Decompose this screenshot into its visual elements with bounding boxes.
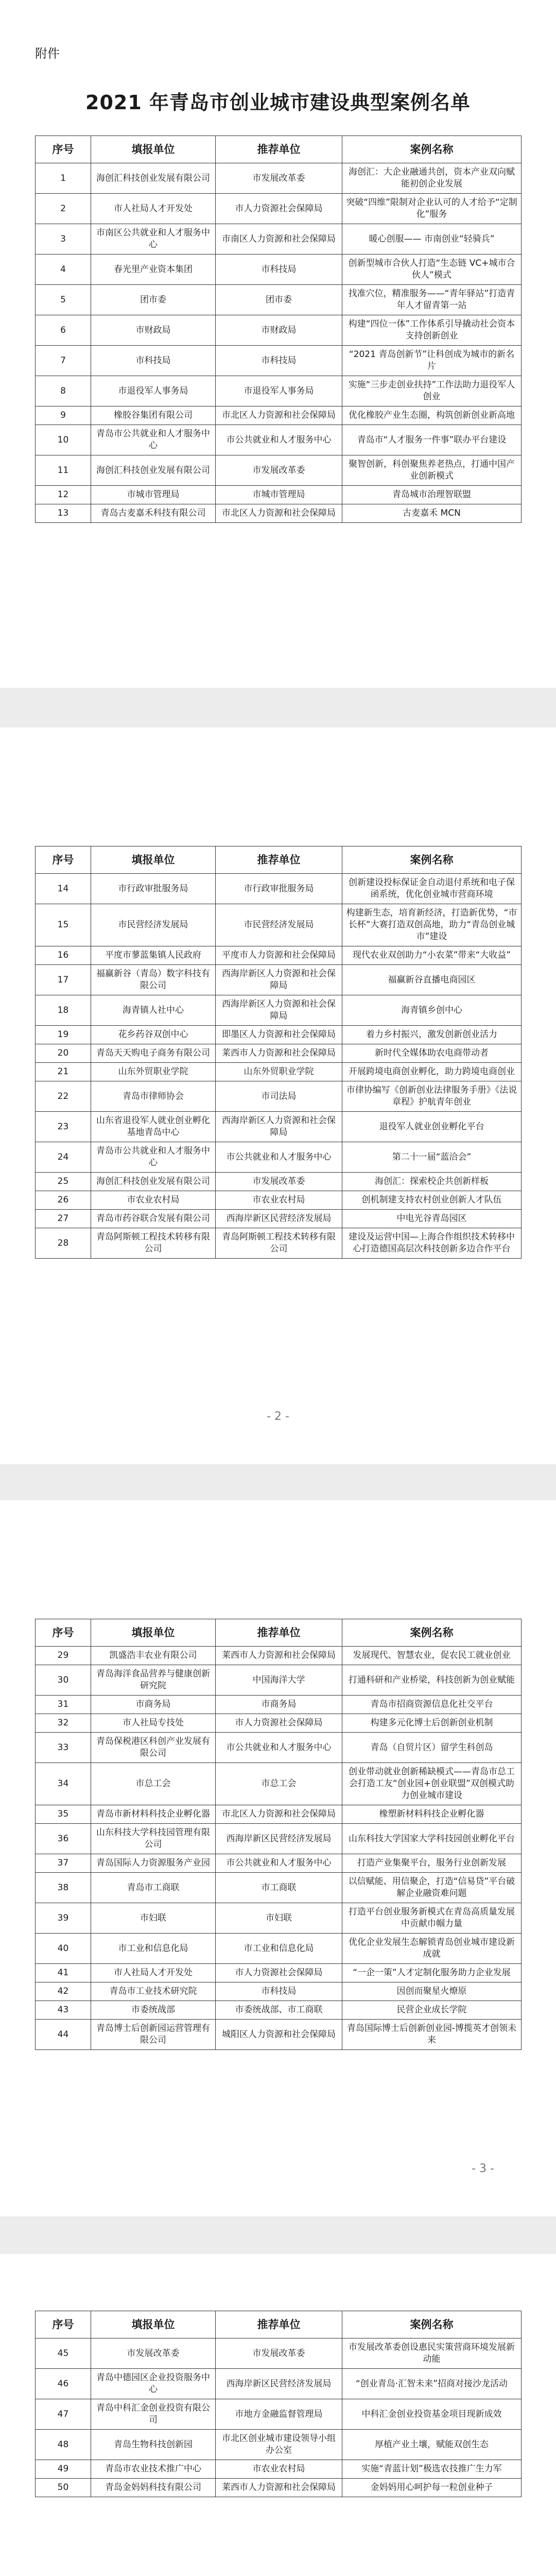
cell-recommend: 市财政局 — [216, 315, 342, 346]
cell-no: 26 — [36, 1191, 91, 1210]
cell-unit: 山东外贸职业学院 — [91, 1063, 216, 1081]
cell-no: 11 — [36, 455, 91, 486]
table-row — [36, 1982, 522, 2001]
cell-no: 20 — [36, 1044, 91, 1063]
cell-unit: 青岛市律师协会 — [91, 1081, 216, 1112]
header-unit: 填报单位 — [91, 1619, 216, 1647]
cell-no: 40 — [36, 1934, 91, 1964]
document-page-3 — [0, 1500, 556, 2216]
cell-recommend: 西海岸新区民营经济发展局 — [216, 1210, 342, 1228]
cell-case: 创新型城市合伙人打造“生态链 VC+城市合伙人”模式 — [342, 255, 522, 285]
cell-case: 退役军人就业创业孵化平台 — [342, 1112, 522, 1142]
cell-no: 5 — [36, 285, 91, 315]
cell-unit: 青岛市工业技术研究院 — [91, 1982, 216, 2001]
header-case: 案例名称 — [342, 846, 522, 874]
table-row — [36, 2338, 522, 2369]
cell-case: 青岛（自贸片区）留学生科创岛 — [342, 1733, 522, 1763]
cell-case: 创新建设投标保证金自动退付系统和电子保函系统，优化创业城市营商环境 — [342, 874, 522, 904]
cell-unit: 市工业和信息化局 — [91, 1934, 216, 1964]
cell-no: 7 — [36, 346, 91, 376]
cell-unit: 市农业农村局 — [91, 1191, 216, 1210]
cell-no: 50 — [36, 2479, 91, 2497]
cell-unit: 青岛国际人力资源服务产业园 — [91, 1854, 216, 1873]
cell-no: 38 — [36, 1873, 91, 1903]
table-row — [36, 486, 522, 504]
cell-recommend: 即墨区人力资源和社会保障局 — [216, 1026, 342, 1044]
cell-unit: 市退役军人事务局 — [91, 376, 216, 406]
table-row — [36, 376, 522, 406]
cell-unit: 凯盛浩丰农业有限公司 — [91, 1647, 216, 1665]
cell-recommend: 市工业和信息化局 — [216, 1934, 342, 1964]
header-case: 案例名称 — [342, 136, 522, 163]
cell-recommend: 中国海洋大学 — [216, 1665, 342, 1696]
header-unit: 填报单位 — [91, 846, 216, 874]
attachment-label: 附件 — [35, 46, 60, 61]
cell-no: 22 — [36, 1081, 91, 1112]
cell-no: 14 — [36, 874, 91, 904]
cell-no: 43 — [36, 2001, 91, 2020]
case-table — [35, 2311, 522, 2497]
cell-recommend: 市发展改革委 — [216, 455, 342, 486]
cell-no: 27 — [36, 1210, 91, 1228]
cell-recommend: 市科技局 — [216, 255, 342, 285]
cell-recommend: 市公共就业和人才服务中心 — [216, 1854, 342, 1873]
cell-case: 构建新生态，培育新经济，打造新优势，“市长杯”大赛打造双创高地，助力“青岛创业城市”建设 — [342, 904, 522, 946]
cell-no: 16 — [36, 946, 91, 965]
cell-case: 优化橡胶产业生态圈，构筑创新创业新高地 — [342, 406, 522, 425]
cell-case: 海创汇：大企业融通共创，资本产业双向赋能初创企业发展 — [342, 163, 522, 194]
cell-no: 48 — [36, 2430, 91, 2460]
cell-unit: 春光里产业资本集团 — [91, 255, 216, 285]
cell-unit: 青岛阿斯顿工程技术转移有限公司 — [91, 1228, 216, 1259]
cell-recommend: 市北区人力资源和社会保障局 — [216, 406, 342, 425]
cell-recommend: 市城市管理局 — [216, 486, 342, 504]
cell-recommend: 市司法局 — [216, 1081, 342, 1112]
cell-no: 25 — [36, 1173, 91, 1191]
cell-recommend: 市公共就业和人才服务中心 — [216, 425, 342, 455]
case-table — [35, 135, 522, 523]
cell-case: 福赢新谷直播电商园区 — [342, 965, 522, 995]
cell-no: 21 — [36, 1063, 91, 1081]
table-row — [36, 346, 522, 376]
cell-case: 厚植产业土壤，赋能双创生态 — [342, 2430, 522, 2460]
cell-unit: 海创汇科技创业发展有限公司 — [91, 1173, 216, 1191]
cell-case: 构建多元化博士后创新创业机制 — [342, 1714, 522, 1733]
table-row — [36, 255, 522, 285]
cell-case: 橡塑新材料科技企业孵化器 — [342, 1805, 522, 1824]
cell-unit: 平度市蓼蓝集镇人民政府 — [91, 946, 216, 965]
cell-case: 第二十一届“蓝洽会” — [342, 1142, 522, 1173]
cell-case: 青岛国际博士后创新创业园-博揽英才创领未来 — [342, 2020, 522, 2050]
cell-unit: 市人社局人才开发处 — [91, 194, 216, 224]
table-row — [36, 1964, 522, 1982]
cell-recommend: 平度市人力资源和社会保障局 — [216, 946, 342, 965]
cell-recommend: 西海岸新区民营经济发展局 — [216, 1824, 342, 1854]
cell-case: 打造平台创业服务新模式在青岛高质量发展中贡献巾帼力量 — [342, 1903, 522, 1934]
cell-no: 36 — [36, 1824, 91, 1854]
cell-no: 18 — [36, 995, 91, 1026]
table-row — [36, 285, 522, 315]
cell-case: 创机制建支持农村创业创新人才队伍 — [342, 1191, 522, 1210]
cell-case: 突破“四维”限制对企业认可的人才给予“定制化”服务 — [342, 194, 522, 224]
table-row — [36, 1873, 522, 1903]
cell-no: 17 — [36, 965, 91, 995]
table-row — [36, 1824, 522, 1854]
cell-unit: 市科技局 — [91, 346, 216, 376]
cell-unit: 海创汇科技创业发展有限公司 — [91, 163, 216, 194]
header-no: 序号 — [36, 2311, 91, 2338]
header-recommend: 推荐单位 — [216, 2311, 342, 2338]
cell-unit: 青岛生物科技创新园 — [91, 2430, 216, 2460]
cell-case: “2021 青岛创新节”让科创成为城市的新名片 — [342, 346, 522, 376]
cell-case: 实施“青蓝计划”极选农技推广生力军 — [342, 2460, 522, 2479]
cell-case: 以信赋能、用信聚企，打造“信易贷”平台破解企业融资难问题 — [342, 1873, 522, 1903]
cell-unit: 青岛博士后创新园运营管理有限公司 — [91, 2020, 216, 2050]
cell-unit: 青岛市公共就业和人才服务中心 — [91, 1142, 216, 1173]
header-no: 序号 — [36, 1619, 91, 1647]
table-row — [36, 2460, 522, 2479]
cell-unit: 市人社局专技处 — [91, 1714, 216, 1733]
cell-unit: 青岛金妈妈科技有限公司 — [91, 2479, 216, 2497]
table-row — [36, 1210, 522, 1228]
table-row — [36, 2399, 522, 2430]
cell-unit: 青岛市公共就业和人才服务中心 — [91, 425, 216, 455]
cell-no: 49 — [36, 2460, 91, 2479]
table-row — [36, 163, 522, 194]
table-row — [36, 2430, 522, 2460]
table-row — [36, 1173, 522, 1191]
cell-recommend: 市人力资源社会保障局 — [216, 1714, 342, 1733]
cell-recommend: 西海岸新区民营经济发展局 — [216, 2369, 342, 2399]
table-row — [36, 1903, 522, 1934]
cell-recommend: 莱西市人力资源和社会保障局 — [216, 2479, 342, 2497]
cell-unit: 青岛天天购电子商务有限公司 — [91, 1044, 216, 1063]
cell-case: 市发展改革委创设惠民实策营商环境发展新动能 — [342, 2338, 522, 2369]
table-row — [36, 995, 522, 1026]
table-header-row — [36, 1619, 522, 1647]
table-row — [36, 874, 522, 904]
cell-unit: 山东省退役军人就业创业孵化基地青岛中心 — [91, 1112, 216, 1142]
table-row — [36, 2479, 522, 2497]
table-row — [36, 1142, 522, 1173]
cell-unit: 橡胶谷集团有限公司 — [91, 406, 216, 425]
cell-no: 15 — [36, 904, 91, 946]
table-row — [36, 2020, 522, 2050]
cell-unit: 市民营经济发展局 — [91, 904, 216, 946]
cell-recommend: 市公共就业和人才服务中心 — [216, 1733, 342, 1763]
cell-recommend: 青岛阿斯顿工程技术转移有限公司 — [216, 1228, 342, 1259]
cell-no: 46 — [36, 2369, 91, 2399]
table-row — [36, 425, 522, 455]
document-page-1 — [0, 0, 556, 688]
cell-recommend: 市发展改革委 — [216, 163, 342, 194]
cell-unit: 山东科技大学科技园管理有限公司 — [91, 1824, 216, 1854]
cell-case: 找准穴位，精准服务——“青年驿站”打造青年人才留青第一站 — [342, 285, 522, 315]
cell-unit: 市人社局人才开发处 — [91, 1964, 216, 1982]
cell-recommend: 市发展改革委 — [216, 2338, 342, 2369]
cell-unit: 海创汇科技创业发展有限公司 — [91, 455, 216, 486]
cell-recommend: 市妇联 — [216, 1903, 342, 1934]
cell-no: 42 — [36, 1982, 91, 2001]
cell-no: 29 — [36, 1647, 91, 1665]
cell-recommend: 市工商联 — [216, 1873, 342, 1903]
cell-recommend: 市商务局 — [216, 1696, 342, 1714]
cell-unit: 团市委 — [91, 285, 216, 315]
cell-case: 青岛城市治理智联盟 — [342, 486, 522, 504]
cell-no: 47 — [36, 2399, 91, 2430]
cell-case: 海创汇：探索校企共创新样板 — [342, 1173, 522, 1191]
cell-recommend: 山东外贸职业学院 — [216, 1063, 342, 1081]
cell-recommend: 西海岸新区人力资源和社会保障局 — [216, 965, 342, 995]
table-row — [36, 455, 522, 486]
table-row — [36, 1696, 522, 1714]
case-table — [35, 846, 522, 1259]
cell-unit: 市发展改革委 — [91, 2338, 216, 2369]
document-title: 2021 年青岛市创业城市建设典型案例名单 — [85, 91, 471, 114]
cell-recommend: 市民营经济发展局 — [216, 904, 342, 946]
cell-no: 24 — [36, 1142, 91, 1173]
table-row — [36, 2001, 522, 2020]
table-row — [36, 194, 522, 224]
cell-recommend: 西海岸新区人力资源和社会保障局 — [216, 995, 342, 1026]
cell-case: 青岛市“人才服务一件事”联办平台建设 — [342, 425, 522, 455]
cell-case: 建设及运营中国—上海合作组织技术转移中心打造德国高层次科技创新多边合作平台 — [342, 1228, 522, 1259]
cell-recommend: 市人力资源社会保障局 — [216, 194, 342, 224]
cell-unit: 花乡药谷双创中心 — [91, 1026, 216, 1044]
header-recommend: 推荐单位 — [216, 846, 342, 874]
header-recommend: 推荐单位 — [216, 136, 342, 163]
cell-no: 19 — [36, 1026, 91, 1044]
cell-case: 中电光谷青岛园区 — [342, 1210, 522, 1228]
document-page-2 — [0, 727, 556, 1464]
cell-case: 发展现代、智慧农业，促农民工就业创业 — [342, 1647, 522, 1665]
cell-no: 41 — [36, 1964, 91, 1982]
cell-unit: 青岛古麦嘉禾科技有限公司 — [91, 504, 216, 523]
table-row — [36, 965, 522, 995]
table-row — [36, 904, 522, 946]
cell-unit: 市妇联 — [91, 1903, 216, 1934]
cell-no: 6 — [36, 315, 91, 346]
table-row — [36, 1081, 522, 1112]
table-row — [36, 1733, 522, 1763]
header-unit: 填报单位 — [91, 136, 216, 163]
cell-no: 32 — [36, 1714, 91, 1733]
cell-no: 45 — [36, 2338, 91, 2369]
table-row — [36, 1044, 522, 1063]
cell-unit: 市行政审批服务局 — [91, 874, 216, 904]
page-number: - 2 - — [267, 1410, 289, 1423]
cell-recommend: 市北区人力资源和社会保障局 — [216, 504, 342, 523]
cell-no: 34 — [36, 1763, 91, 1805]
cell-no: 13 — [36, 504, 91, 523]
cell-no: 39 — [36, 1903, 91, 1934]
table-row — [36, 1665, 522, 1696]
page-number: - 3 - — [472, 2162, 494, 2175]
cell-recommend: 市行政审批服务局 — [216, 874, 342, 904]
cell-no: 30 — [36, 1665, 91, 1696]
cell-case: “创业青岛·汇智未来”招商对接沙龙活动 — [342, 2369, 522, 2399]
cell-case: 实施“三步走创业扶持”工作法助力退役军人创业 — [342, 376, 522, 406]
table-row — [36, 1647, 522, 1665]
cell-case: 聚智创新，科创聚焦养老热点，打通中国产业创新模式 — [342, 455, 522, 486]
table-header-row — [36, 846, 522, 874]
cell-case: 青岛市招商资源信息化社交平台 — [342, 1696, 522, 1714]
cell-unit: 市城市管理局 — [91, 486, 216, 504]
header-no: 序号 — [36, 846, 91, 874]
cell-unit: 福赢新谷（青岛）数字科技有限公司 — [91, 965, 216, 995]
header-case: 案例名称 — [342, 1619, 522, 1647]
case-table — [35, 1619, 522, 2050]
cell-no: 9 — [36, 406, 91, 425]
cell-no: 33 — [36, 1733, 91, 1763]
cell-unit: 市商务局 — [91, 1696, 216, 1714]
table-row — [36, 946, 522, 965]
document-page-4 — [0, 2254, 556, 2576]
cell-recommend: 市科技局 — [216, 346, 342, 376]
cell-recommend: 莱西市人力资源和社会保障局 — [216, 1044, 342, 1063]
cell-unit: 青岛市农业技术推广中心 — [91, 2460, 216, 2479]
cell-case: 民营企业成长学院 — [342, 2001, 522, 2020]
cell-recommend: 市公共就业和人才服务中心 — [216, 1142, 342, 1173]
cell-case: 暖心创服—— 市南创业“轻骑兵” — [342, 224, 522, 255]
cell-case: 山东科技大学国家大学科技园创业孵化平台 — [342, 1824, 522, 1854]
cell-recommend: 市农业农村局 — [216, 1191, 342, 1210]
table-row — [36, 1763, 522, 1805]
cell-recommend: 市总工会 — [216, 1763, 342, 1805]
cell-recommend: 市发展改革委 — [216, 1173, 342, 1191]
cell-case: 金妈妈用心呵护每一粒创业种子 — [342, 2479, 522, 2497]
table-row — [36, 224, 522, 255]
cell-no: 31 — [36, 1696, 91, 1714]
cell-no: 8 — [36, 376, 91, 406]
cell-case: 打通科研和产业桥梁，科技创新为创业赋能 — [342, 1665, 522, 1696]
cell-unit: 青岛市工商联 — [91, 1873, 216, 1903]
cell-recommend: 莱西市人力资源和社会保障局 — [216, 1647, 342, 1665]
cell-recommend: 市委统战部、市工商联 — [216, 2001, 342, 2020]
cell-no: 1 — [36, 163, 91, 194]
cell-no: 35 — [36, 1805, 91, 1824]
cell-unit: 青岛海洋食品营养与健康创新研究院 — [91, 1665, 216, 1696]
cell-case: 因创而聚星火燎原 — [342, 1982, 522, 2001]
cell-case: 古麦嘉禾 MCN — [342, 504, 522, 523]
cell-unit: 市委统战部 — [91, 2001, 216, 2020]
table-row — [36, 1026, 522, 1044]
cell-recommend: 市北区创业城市建设领导小组办公室 — [216, 2430, 342, 2460]
cell-recommend: 团市委 — [216, 285, 342, 315]
cell-recommend: 市北区人力资源和社会保障局 — [216, 1805, 342, 1824]
cell-no: 23 — [36, 1112, 91, 1142]
cell-no: 28 — [36, 1228, 91, 1259]
table-row — [36, 1063, 522, 1081]
cell-unit: 市总工会 — [91, 1763, 216, 1805]
table-row — [36, 504, 522, 523]
cell-unit: 青岛中德园区企业投资服务中心 — [91, 2369, 216, 2399]
cell-case: 优化企业发展生态解锁青岛创业城市建设新成就 — [342, 1934, 522, 1964]
header-case: 案例名称 — [342, 2311, 522, 2338]
cell-case: 中科汇金创业投资基金项目现新成效 — [342, 2399, 522, 2430]
cell-unit: 市南区公共就业和人才服务中心 — [91, 224, 216, 255]
table-row — [36, 1714, 522, 1733]
cell-case: 开展跨境电商创业孵化，助力跨境电商创业 — [342, 1063, 522, 1081]
table-row — [36, 406, 522, 425]
header-no: 序号 — [36, 136, 91, 163]
cell-recommend: 市地方金融监督管理局 — [216, 2399, 342, 2430]
cell-recommend: 西海岸新区人力资源和社会保障局 — [216, 1112, 342, 1142]
cell-unit: 青岛市新材料科技企业孵化器 — [91, 1805, 216, 1824]
header-unit: 填报单位 — [91, 2311, 216, 2338]
cell-case: 创业带动就业创新稀缺模式——青岛市总工会打造工友“创业园+创业联盟”双创模式助力创业城市建设 — [342, 1763, 522, 1805]
cell-no: 37 — [36, 1854, 91, 1873]
cell-no: 10 — [36, 425, 91, 455]
table-row — [36, 1191, 522, 1210]
cell-case: 着力乡村振兴，激发创新创业活力 — [342, 1026, 522, 1044]
cell-no: 44 — [36, 2020, 91, 2050]
table-header-row — [36, 2311, 522, 2338]
table-row — [36, 1805, 522, 1824]
table-row — [36, 1854, 522, 1873]
table-row — [36, 315, 522, 346]
table-row — [36, 1934, 522, 1964]
header-recommend: 推荐单位 — [216, 1619, 342, 1647]
cell-case: 新时代全媒体助农电商带动者 — [342, 1044, 522, 1063]
cell-no: 4 — [36, 255, 91, 285]
cell-recommend: 市农业农村局 — [216, 2460, 342, 2479]
cell-unit: 海青镇人社中心 — [91, 995, 216, 1026]
cell-recommend: 市人力资源社会保障局 — [216, 1964, 342, 1982]
cell-no: 2 — [36, 194, 91, 224]
cell-recommend: 城阳区人力资源和社会保障局 — [216, 2020, 342, 2050]
cell-unit: 市财政局 — [91, 315, 216, 346]
cell-case: 海青镇乡创中心 — [342, 995, 522, 1026]
table-row — [36, 2369, 522, 2399]
cell-case: 打造产业集聚平台，服务行业创新发展 — [342, 1854, 522, 1873]
cell-no: 12 — [36, 486, 91, 504]
cell-unit: 青岛中科汇金创业投资有限公司 — [91, 2399, 216, 2430]
cell-case: “一企一策”人才定制化服务助力企业发展 — [342, 1964, 522, 1982]
table-header-row — [36, 136, 522, 163]
cell-case: 现代农业双创助力“小农菜”带来“大收益” — [342, 946, 522, 965]
cell-recommend: 市科技局 — [216, 1982, 342, 2001]
cell-recommend: 市退役军人事务局 — [216, 376, 342, 406]
cell-no: 3 — [36, 224, 91, 255]
table-row — [36, 1112, 522, 1142]
cell-unit: 青岛保税港区科创产业发展有限公司 — [91, 1733, 216, 1763]
cell-case: 市律协编写《创新创业法律服务手册》《法说章程》护航青年创业 — [342, 1081, 522, 1112]
cell-unit: 青岛市药谷联合发展有限公司 — [91, 1210, 216, 1228]
table-row — [36, 1228, 522, 1259]
cell-recommend: 市南区人力资源和社会保障局 — [216, 224, 342, 255]
cell-case: 构建“四位一体”工作体系引导撬动社会资本支持创新创业 — [342, 315, 522, 346]
